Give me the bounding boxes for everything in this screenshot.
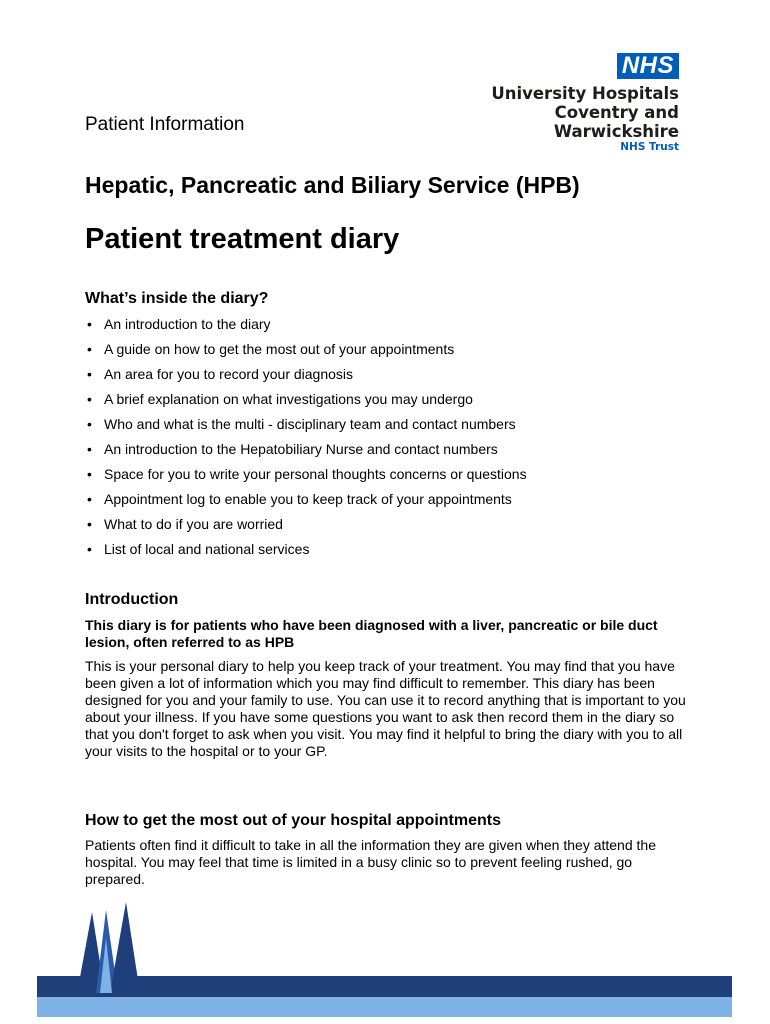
list-item-text: An introduction to the diary [104,316,271,332]
footer-band-light [37,997,732,1017]
appointments-body: Patients often find it difficult to take in all the information they are given when they attend the hospital. You may feel that time is limited in a busy clinic so to prevent feeling rushed, go prepared. [85,837,656,887]
list-item-text: Who and what is the multi - disciplinary team and contact numbers [104,416,516,432]
page-title: Patient treatment diary [85,223,400,255]
bullet-icon: • [87,416,92,432]
bullet-icon: • [87,516,92,532]
list-item [85,340,705,365]
introduction-heading: Introduction [85,591,179,608]
org-name-line1: University Hospitals [491,84,679,103]
list-item-text: A guide on how to get the most out of your appointments [104,341,455,357]
bullet-icon: • [87,466,92,482]
list-item-text: An introduction to the Hepatobiliary Nurse and contact numbers [104,441,498,457]
introduction-lead: This diary is for patients who have been diagnosed with a liver, pancreatic or bile duct lesion, often referred to as HPB [85,617,658,650]
list-item [85,440,705,465]
list-item [85,490,705,515]
list-item [85,390,705,415]
introduction-body: This is your personal diary to help you keep track of your treatment. You may find that you have been given a lot of information which you may find difficult to remember. This diary has been designed for you and your family to use. You can use it to record anything that is important to you about your illness. If you have some questions you want to ask then record them in the diary so that you don't forget to ask when you visit. You may find it helpful to bring the diary with you to all your visits to the hospital or to your GP. [85,658,686,759]
list-item [85,465,705,490]
patient-information-label: Patient Information [85,114,245,135]
org-name-line2: Coventry and Warwickshire [553,103,679,141]
bullet-icon: • [87,541,92,557]
footer-band-dark [37,976,732,997]
list-item-text: List of local and national services [104,541,310,557]
list-item [85,315,705,340]
list-item [85,415,705,440]
bullet-icon: • [87,391,92,407]
inside-diary-list [85,315,705,565]
bullet-icon: • [87,316,92,332]
footer-decoration [0,898,770,1024]
list-item-text: What to do if you are worried [104,516,283,532]
inside-diary-heading: What’s inside the diary? [85,290,269,307]
service-title: Hepatic, Pancreatic and Biliary Service (HPB) [85,172,580,198]
list-item [85,515,705,540]
bullet-icon: • [87,491,92,507]
list-item [85,540,705,565]
list-item-text: An area for you to record your diagnosis [104,366,354,382]
nhs-logo [429,53,679,154]
list-item-text: A brief explanation on what investigations you may undergo [104,391,473,407]
bullet-icon: • [87,366,92,382]
bullet-icon: • [87,341,92,357]
list-item-text: Appointment log to enable you to keep track of your appointments [104,491,512,507]
appointments-heading: How to get the most out of your hospital appointments [85,812,501,829]
org-trust: NHS Trust [620,141,679,153]
list-item-text: Space for you to write your personal thoughts concerns or questions [104,466,527,482]
bullet-icon: • [87,441,92,457]
list-item [85,365,705,390]
footer-spire-right [110,902,140,993]
nhs-badge: NHS [617,53,679,79]
